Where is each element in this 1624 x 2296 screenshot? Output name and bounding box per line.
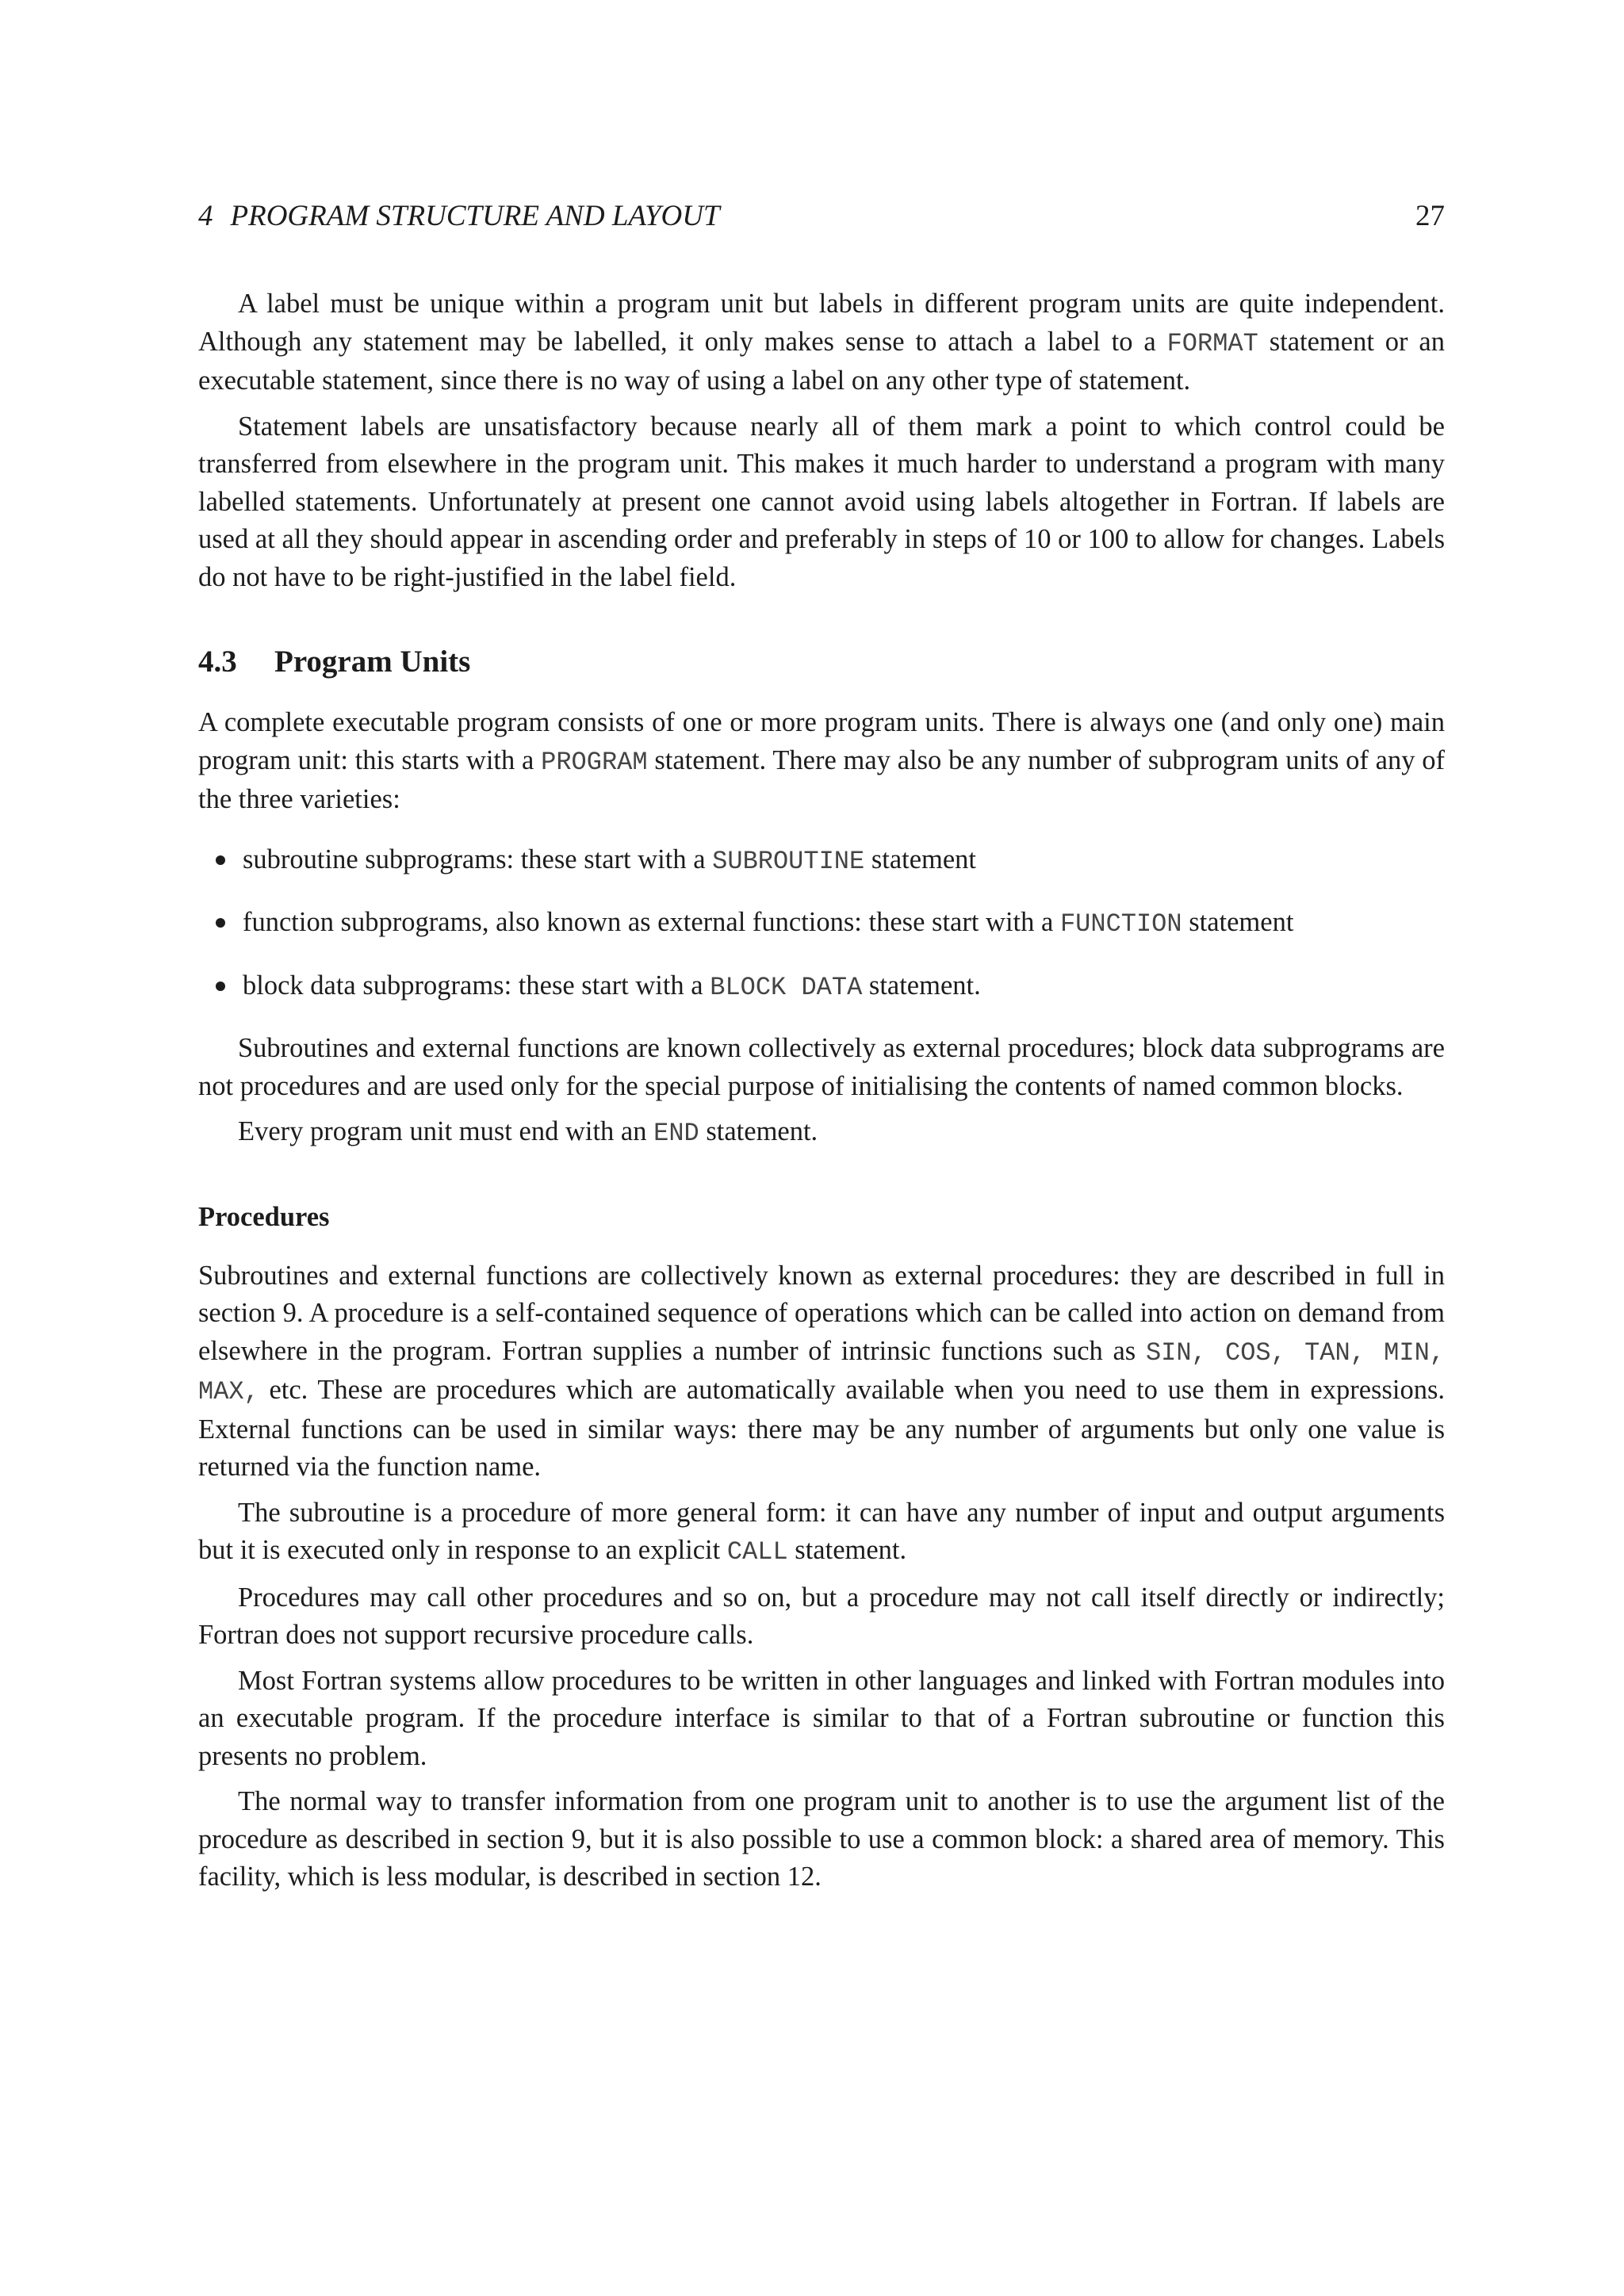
text-run: statement <box>1182 907 1294 937</box>
subprogram-list <box>198 841 1445 1007</box>
code-subroutine: SUBROUTINE <box>712 846 865 876</box>
document-page <box>198 198 1445 1904</box>
code-block-data: BLOCK DATA <box>710 972 863 1002</box>
page-content <box>198 285 1445 1896</box>
paragraph-program-units <box>198 704 1445 819</box>
section-title: Program Units <box>274 645 471 679</box>
text-run: function subprograms, also known as external functions: these start with a <box>243 907 1060 937</box>
list-item <box>243 904 1445 943</box>
paragraph-information-transfer: The normal way to transfer information from one program unit to another is to use the argument list of the procedure as described in section 9, but it is also possible to use a common block: a shared area of memory. This facility, which is less modular, is described in section 12. <box>198 1786 1445 1892</box>
text-run: etc. These are procedures which are automatically available when you need to use them in expressions. External functions can be used in similar ways: there may be any number of arguments but only one value is returned via the function name. <box>198 1375 1445 1482</box>
text-run: A label must be unique within a program unit but labels in different program units are quite independent. Although any statement may be labelled, it only makes sense to attach a label to a <box>198 289 1445 357</box>
bullet-icon <box>216 982 225 991</box>
text-run: statement. <box>787 1535 907 1565</box>
paragraph-label-uniqueness <box>198 285 1445 400</box>
chapter-heading <box>198 198 720 235</box>
text-run: A complete executable program consists of one or more program units. There is always one (and only one) main program unit: this starts with a <box>198 707 1445 775</box>
procedures-heading: Procedures <box>198 1201 330 1232</box>
chapter-title: PROGRAM STRUCTURE AND LAYOUT <box>230 200 720 232</box>
code-format: FORMAT <box>1166 328 1258 358</box>
chapter-number: 4 <box>198 200 213 232</box>
running-header <box>198 198 1445 235</box>
text-run: statement. There may also be any number of subprogram units of any of the three varieties: <box>198 744 1446 814</box>
text-run: statement. <box>862 970 981 1001</box>
paragraph-external-procedures: Subroutines and external functions are known collectively as external procedures; block data subprograms are not procedures and are used only for the special purpose of initialising the contents of named common blocks. <box>198 1033 1445 1101</box>
paragraph-statement-labels: Statement labels are unsatisfactory because nearly all of them mark a point to which control could be transferred from elsewhere in the program unit. This makes it much harder to understand a program with many labelled statements. Unfortunately at present one cannot avoid using labels altogether in Fortran. If labels are used at all they should appear in ascending order and preferably in steps of 10 or 100 to allow for changes. Labels do not have to be right-justified in the label field. <box>198 411 1445 592</box>
bullet-icon <box>216 918 225 928</box>
text-run: statement. <box>699 1116 818 1146</box>
list-item <box>243 967 1445 1007</box>
code-program: PROGRAM <box>541 747 648 777</box>
paragraph-procedures-intro <box>198 1257 1445 1487</box>
section-heading <box>198 642 1445 682</box>
text-run: subroutine subprograms: these start with a <box>243 844 713 874</box>
code-end: END <box>653 1119 699 1148</box>
text-run: Every program unit must end with an <box>238 1116 654 1146</box>
paragraph-other-languages: Most Fortran systems allow procedures to be written in other languages and linked with Fortran modules into an executable program. If the procedure interface is similar to that of a Fortran subroutine or function this presents no problem. <box>198 1665 1445 1771</box>
code-intrinsics: SIN, COS, TAN, MIN, MAX, <box>198 1337 1445 1406</box>
page-number: 27 <box>1415 200 1445 232</box>
text-run: block data subprograms: these start with a <box>243 970 710 1001</box>
code-call: CALL <box>726 1537 788 1567</box>
list-item <box>243 841 1445 881</box>
bullet-icon <box>216 855 225 865</box>
text-run: The subroutine is a procedure of more general form: it can have any number of input and output arguments but it is executed only in response to an explicit <box>198 1497 1445 1565</box>
code-function: FUNCTION <box>1059 909 1182 939</box>
paragraph-subroutine <box>198 1494 1445 1571</box>
text-run: Subroutines and external functions are collectively known as external procedures: they are described in full in section 9. A procedure is a self-contained sequence of operations which can be called into action on demand from elsewhere in the program. Fortran supplies a number of intrinsic functions such as <box>198 1260 1445 1366</box>
paragraph-end-statement <box>198 1113 1445 1153</box>
text-run: statement or an executable statement, since there is no way of using a label on any other type of statement. <box>198 326 1445 396</box>
section-number: 4.3 <box>198 645 237 679</box>
paragraph-recursion: Procedures may call other procedures and so on, but a procedure may not call itself directly or indirectly; Fortran does not support recursive procedure calls. <box>198 1582 1445 1650</box>
text-run: statement <box>864 844 977 874</box>
